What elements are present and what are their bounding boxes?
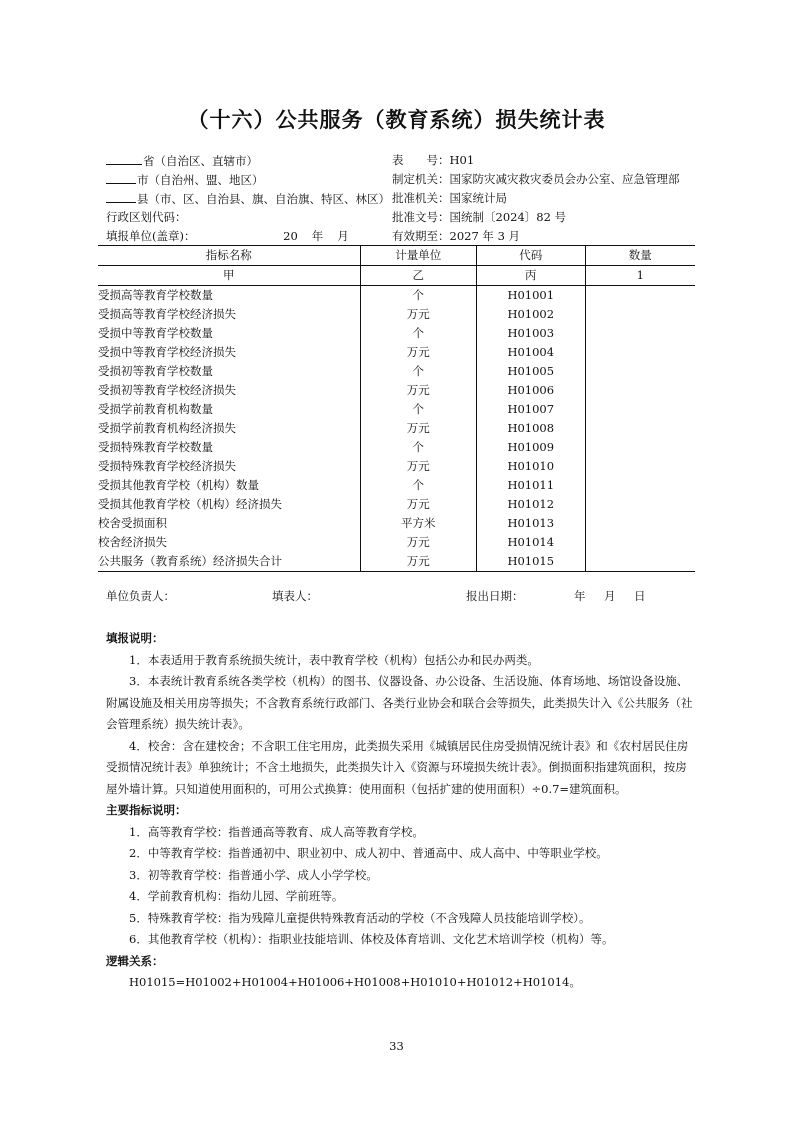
logic-formula: H01015=H01002+H01004+H01006+H01008+H01010+H01012+H01014。 (129, 975, 581, 989)
table-subheader-row (98, 266, 695, 286)
row-qty-cell[interactable] (585, 381, 695, 400)
row-unit: 个 (360, 400, 476, 419)
row-name: 校舍受损面积 (98, 516, 167, 530)
row-name: 受损高等教育学校数量 (98, 288, 213, 302)
fill-instructions-heading: 填报说明： (106, 631, 164, 645)
header-code: 代码 (476, 246, 585, 266)
row-unit: 万元 (360, 305, 476, 324)
authority: 制定机关：国家防灾减灾救灾委员会办公室、应急管理部 (392, 172, 680, 186)
row-qty-cell[interactable] (585, 305, 695, 324)
notes-section (106, 628, 694, 994)
table-row (98, 362, 695, 381)
leader-label: 单位负责人： (106, 589, 175, 603)
row-name: 校舍经济损失 (98, 535, 167, 549)
indicator-item: 2．中等教育学校：指普通初中、职业初中、成人初中、普通高中、成人高中、中等职业学校。 (129, 846, 608, 860)
report-date-year: 年 (574, 589, 586, 603)
row-name: 公共服务（教育系统）经济损失合计 (98, 552, 360, 572)
row-qty-cell[interactable] (585, 552, 695, 572)
row-code: H01008 (476, 419, 585, 438)
row-qty-cell[interactable] (585, 514, 695, 533)
row-qty-cell[interactable] (585, 419, 695, 438)
report-date-month: 月 (604, 589, 616, 603)
indicator-heading: 主要指标说明： (106, 803, 187, 817)
table-row (98, 286, 695, 306)
row-qty-cell[interactable] (585, 495, 695, 514)
subheader-qty: 1 (585, 266, 695, 286)
subheader-name: 甲 (98, 266, 360, 286)
row-code: H01015 (476, 552, 585, 572)
header-name: 指标名称 (98, 246, 360, 266)
row-unit: 个 (360, 324, 476, 343)
row-qty-cell[interactable] (585, 533, 695, 552)
row-unit: 平方米 (360, 514, 476, 533)
table-row (98, 438, 695, 457)
approval: 批准机关：国家统计局 (392, 191, 507, 205)
indicator-item: 1．高等教育学校：指普通高等教育、成人高等教育学校。 (129, 824, 424, 839)
table-row (98, 381, 695, 400)
table-row (98, 305, 695, 324)
meta-left (106, 151, 396, 246)
province-blank[interactable] (106, 151, 142, 165)
row-qty-cell[interactable] (585, 438, 695, 457)
page-title: （十六）公共服务（教育系统）损失统计表 (187, 107, 606, 132)
row-code: H01001 (476, 286, 585, 306)
row-name: 受损特殊教育学校数量 (98, 440, 213, 454)
indicator-item: 3．初等教育学校：指普通小学、成人小学学校。 (129, 867, 378, 882)
row-unit: 万元 (360, 552, 476, 572)
indicator-item: 6．其他教育学校（机构）：指职业技能培训、体校及体育培训、文化艺术培训学校（机构）等。 (129, 932, 614, 946)
valid-until: 有效期至：2027 年 3 月 (392, 229, 521, 243)
table-row (98, 400, 695, 419)
row-qty-cell[interactable] (585, 286, 695, 306)
row-qty-cell[interactable] (585, 476, 695, 495)
fill-date-year: 年 (311, 229, 324, 243)
city-blank[interactable] (106, 170, 136, 184)
row-name: 受损学前教育机构经济损失 (98, 421, 236, 435)
row-code: H01006 (476, 381, 585, 400)
table-row (98, 419, 695, 438)
row-name: 受损其他教育学校（机构）经济损失 (98, 497, 282, 511)
row-unit: 个 (360, 286, 476, 306)
report-date-label: 报出日期： (466, 589, 524, 603)
row-name: 受损中等教育学校经济损失 (98, 345, 236, 359)
row-qty-cell[interactable] (585, 362, 695, 381)
subheader-unit: 乙 (360, 266, 476, 286)
row-name: 受损初等教育学校经济损失 (98, 383, 236, 397)
row-unit: 万元 (360, 457, 476, 476)
row-code: H01005 (476, 362, 585, 381)
row-name: 受损初等教育学校数量 (98, 364, 213, 378)
fill-date-month: 月 (337, 229, 349, 243)
admin-code-label: 行政区划代码： (106, 210, 187, 224)
row-unit: 万元 (360, 533, 476, 552)
table-row (98, 495, 695, 514)
row-qty-cell[interactable] (585, 324, 695, 343)
row-name: 受损高等教育学校经济损失 (98, 307, 236, 321)
city-row (106, 170, 396, 189)
table-row (98, 514, 695, 533)
table-row (98, 324, 695, 343)
table-row (98, 533, 695, 552)
row-code: H01009 (476, 438, 585, 457)
row-unit: 万元 (360, 495, 476, 514)
row-unit: 个 (360, 362, 476, 381)
row-code: H01014 (476, 533, 585, 552)
table-row (98, 476, 695, 495)
fill-unit-label: 填报单位(盖章)： (106, 229, 196, 243)
row-code: H01011 (476, 476, 585, 495)
fill-unit-row (106, 227, 396, 246)
city-label: 市（自治州、盟、地区） (137, 173, 264, 187)
county-label: 县（市、区、自治县、旗、自治旗、特区、林区） (137, 192, 390, 206)
filler-label: 填表人： (272, 589, 318, 603)
indicator-item: 4．学前教育机构：指幼儿园、学前班等。 (129, 889, 344, 903)
fill-date (283, 227, 363, 246)
row-code: H01002 (476, 305, 585, 324)
row-unit: 万元 (360, 343, 476, 362)
row-code: H01012 (476, 495, 585, 514)
loss-table (98, 245, 695, 572)
page-number: 33 (389, 1039, 404, 1053)
row-qty-cell[interactable] (585, 457, 695, 476)
row-unit: 个 (360, 438, 476, 457)
fill-item: 3．本表统计教育系统各类学校（机构）的图书、仪器设备、办公设备、生活设施、体育场地、场馆设备设施、附属设施及相关用房等损失；不含教育系统行政部门、各类行业协会和联合会等损失，此类损失计入《公共服务（社会管理系统）损失统计表》。 (106, 674, 693, 731)
fill-date-century: 20 (283, 229, 298, 243)
fill-item: 4．校舍：含在建校舍；不含职工住宅用房，此类损失采用《城镇居民住房受损情况统计表》和《农村居民住房受损情况统计表》单独统计；不含土地损失，此类损失计入《资源与环境损失统计表》。倒损面积指建筑面积，按房屋外墙计算。只知道使用面积的，可用公式换算：使用面积（包括扩建的使用面积）÷0.7=建筑面积。 (106, 738, 689, 796)
row-qty-cell[interactable] (585, 343, 695, 362)
report-date-day: 日 (634, 589, 646, 603)
province-label: 省（自治区、直辖市） (143, 154, 258, 168)
indicator-item: 5．特殊教育学校：指为残障儿童提供特殊教育活动的学校（不含残障人员技能培训学校）。 (129, 910, 591, 925)
province-row (106, 151, 396, 170)
row-name: 受损中等教育学校数量 (98, 326, 213, 340)
logic-heading: 逻辑关系： (106, 953, 164, 968)
county-row (106, 189, 396, 208)
row-code: H01003 (476, 324, 585, 343)
approval-no: 批准文号：国统制〔2024〕82 号 (392, 210, 567, 224)
header-unit: 计量单位 (360, 246, 476, 266)
row-unit: 万元 (360, 419, 476, 438)
form-no: 表 号：H01 (392, 153, 475, 167)
table-row (98, 343, 695, 362)
row-name: 受损学前教育机构数量 (98, 402, 213, 416)
row-code: H01013 (476, 514, 585, 533)
row-code: H01004 (476, 343, 585, 362)
table-row (98, 552, 695, 572)
county-blank[interactable] (106, 189, 136, 203)
table-header-row (98, 246, 695, 266)
subheader-code: 丙 (476, 266, 585, 286)
row-name: 受损特殊教育学校经济损失 (98, 459, 236, 473)
meta-right (392, 151, 692, 246)
admin-code-row (106, 208, 396, 227)
row-qty-cell[interactable] (585, 400, 695, 419)
row-unit: 万元 (360, 381, 476, 400)
row-code: H01007 (476, 400, 585, 419)
row-name: 受损其他教育学校（机构）数量 (98, 478, 259, 492)
row-unit: 个 (360, 476, 476, 495)
table-row (98, 457, 695, 476)
header-qty: 数量 (585, 246, 695, 266)
row-code: H01010 (476, 457, 585, 476)
fill-item: 1．本表适用于教育系统损失统计，表中教育学校（机构）包括公办和民办两类。 (129, 652, 539, 667)
